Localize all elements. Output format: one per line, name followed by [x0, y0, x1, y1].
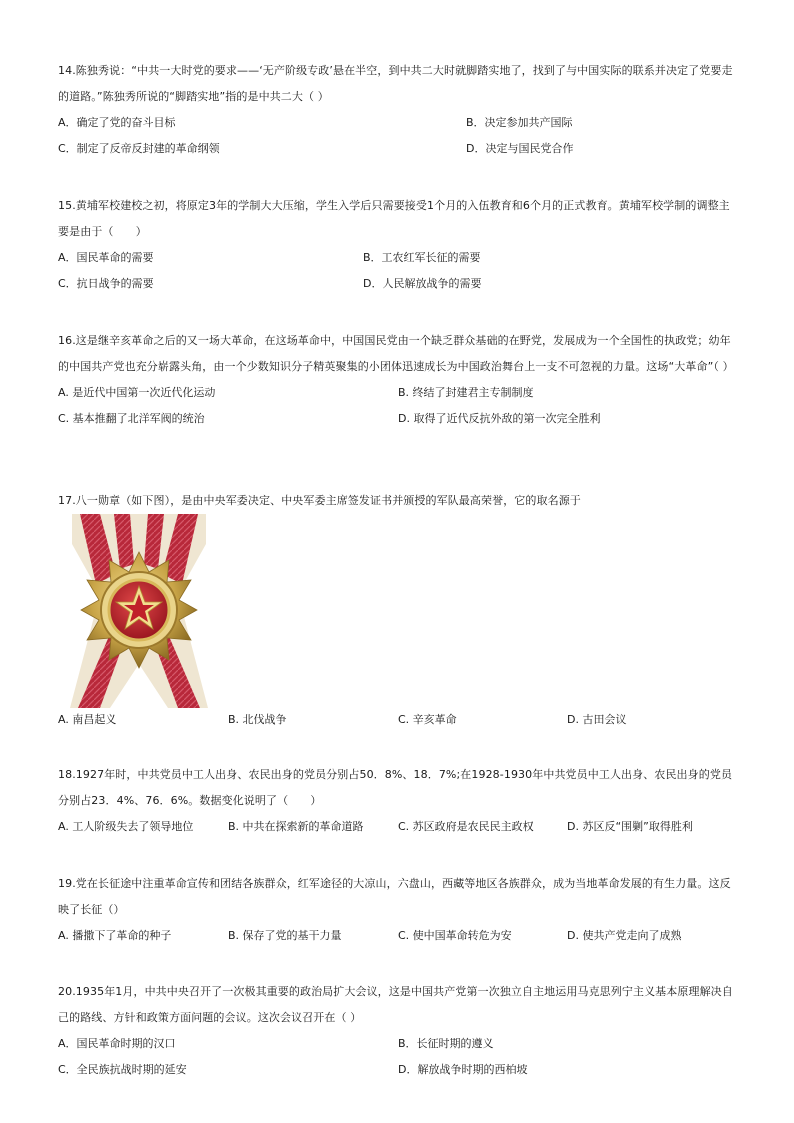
option-d[interactable]: D. 使共产党走向了成熟	[567, 929, 682, 942]
option-d[interactable]: D．人民解放战争的需要	[363, 277, 482, 290]
option-c[interactable]: C. 使中国革命转危为安	[398, 929, 512, 942]
question-stem: 19.党在长征途中注重革命宣传和团结各族群众，红军途径的大凉山，六盘山，西藏等地区各族群众，成为当地革命发展的有生力量。这反映了长征（）	[58, 877, 731, 916]
question-15	[58, 193, 740, 297]
question-20	[58, 979, 740, 1083]
question-17-options	[58, 707, 740, 733]
option-a[interactable]: A. 是近代中国第一次近代化运动	[58, 386, 216, 399]
option-b[interactable]: B. 终结了封建君主专制制度	[398, 386, 534, 399]
options-row	[58, 271, 740, 297]
option-d[interactable]: D．解放战争时期的西柏坡	[398, 1063, 528, 1076]
question-17	[58, 488, 740, 514]
options-row	[58, 1031, 740, 1057]
options-row	[58, 1057, 740, 1083]
question-stem: 20.1935年1月，中共中央召开了一次极其重要的政治局扩大会议，这是中国共产党第一次独立自主地运用马克思列宁主义基本原理解决自己的路线、方针和政策方面问题的会议。这次会议召开在（ ）	[58, 985, 733, 1024]
option-b[interactable]: B. 保存了党的基干力量	[228, 929, 342, 942]
option-c[interactable]: C. 基本推翻了北洋军阀的统治	[58, 412, 205, 425]
option-b[interactable]: B. 中共在探索新的革命道路	[228, 820, 364, 833]
options-row	[58, 814, 740, 840]
options-row	[58, 406, 740, 432]
option-d[interactable]: D．决定与国民党合作	[466, 142, 574, 155]
options-row	[58, 136, 740, 162]
option-a[interactable]: A. 南昌起义	[58, 713, 117, 726]
options-row	[58, 923, 740, 949]
question-stem: 14.陈独秀说：“中共一大时党的要求——‘无产阶级专政’悬在半空，到中共二大时就脚踏实地了，找到了与中国实际的联系并决定了党要走的道路。”陈独秀所说的“脚踏实地”指的是中共二大（ ）	[58, 64, 733, 103]
options-row	[58, 110, 740, 136]
question-stem: 15.黄埔军校建校之初，将原定3年的学制大大压缩，学生入学后只需要接受1个月的入伍教育和6个月的正式教育。黄埔军校学制的调整主要是由于（ ）	[58, 199, 730, 238]
option-c[interactable]: C. 辛亥革命	[398, 713, 457, 726]
option-a[interactable]: A．国民革命的需要	[58, 251, 154, 264]
question-14	[58, 58, 740, 162]
question-stem: 17.八一勋章（如下图），是由中央军委决定、中央军委主席签发证书并颁授的军队最高荣誉，它的取名源于	[58, 494, 581, 507]
option-c[interactable]: C. 苏区政府是农民民主政权	[398, 820, 534, 833]
question-stem: 18.1927年时，中共党员中工人出身、农民出身的党员分别占50．8%、18．7%;在1928-1930年中共党员中工人出身、农民出身的党员分别占23．4%、76．6%。数据变化说明了（ ）	[58, 768, 733, 807]
option-b[interactable]: B. 北伐战争	[228, 713, 287, 726]
option-b[interactable]: B．决定参加共产国际	[466, 116, 573, 129]
question-16	[58, 328, 740, 432]
options-row	[58, 707, 740, 733]
question-18	[58, 762, 740, 840]
question-19	[58, 871, 740, 949]
option-b[interactable]: B．工农红军长征的需要	[363, 251, 481, 264]
option-c[interactable]: C．抗日战争的需要	[58, 277, 154, 290]
options-row	[58, 245, 740, 271]
option-a[interactable]: A. 工人阶级失去了领导地位	[58, 820, 194, 833]
option-b[interactable]: B．长征时期的遵义	[398, 1037, 494, 1050]
option-c[interactable]: C．全民族抗战时期的延安	[58, 1063, 187, 1076]
option-a[interactable]: A．确定了党的奋斗目标	[58, 116, 176, 129]
option-a[interactable]: A. 播撒下了革命的种子	[58, 929, 172, 942]
option-d[interactable]: D. 苏区反“围剿”取得胜利	[567, 820, 693, 833]
option-d[interactable]: D. 古田会议	[567, 713, 627, 726]
bayi-medal-image	[70, 514, 208, 708]
option-c[interactable]: C．制定了反帝反封建的革命纲领	[58, 142, 220, 155]
option-a[interactable]: A．国民革命时期的汉口	[58, 1037, 176, 1050]
question-stem: 16.这是继辛亥革命之后的又一场大革命，在这场革命中，中国国民党由一个缺乏群众基础的在野党，发展成为一个全国性的执政党；幼年的中国共产党也充分崭露头角，由一个少数知识分子精英聚集的小团体迅速成长为中国政治舞台上一支不可忽视的力量。这场“大革命”（ ）	[58, 334, 734, 373]
option-d[interactable]: D. 取得了近代反抗外敌的第一次完全胜利	[398, 412, 601, 425]
options-row	[58, 380, 740, 406]
